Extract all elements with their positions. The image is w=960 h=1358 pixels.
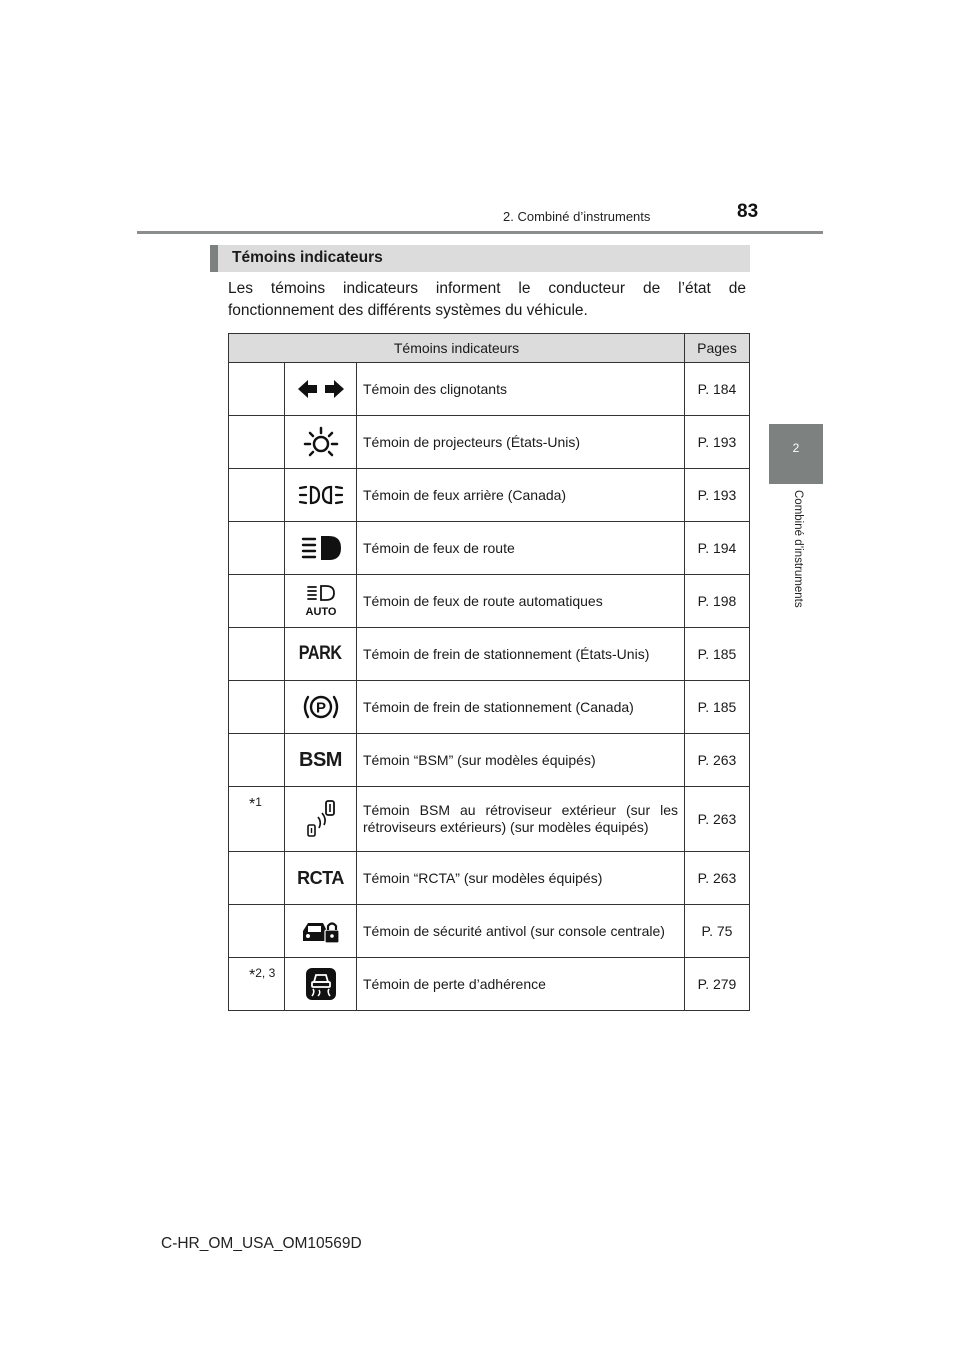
rcta-text-icon: RCTA <box>297 867 344 888</box>
table-row <box>229 575 750 628</box>
description-cell: Témoin de perte d’adhérence <box>357 958 685 1011</box>
page-reference: P. 184 <box>685 363 750 416</box>
high-beam-icon <box>299 534 343 562</box>
intro-paragraph: Les témoins indicateurs informent le conducteur de l’état de fonctionnement des différents systèmes du véhicule. <box>228 280 746 319</box>
note-cell <box>229 734 285 787</box>
icon-cell <box>285 852 357 905</box>
description-cell: Témoin de feux de route automatiques <box>357 575 685 628</box>
page-reference: P. 263 <box>685 852 750 905</box>
note-cell <box>229 958 285 1011</box>
footnote-marker: *1 <box>249 795 262 813</box>
description-cell: Témoin de projecteurs (États-Unis) <box>357 416 685 469</box>
description-cell: Témoin de feux arrière (Canada) <box>357 469 685 522</box>
table-row <box>229 363 750 416</box>
tail-light-icon <box>297 482 345 508</box>
note-cell <box>229 787 285 852</box>
table-row <box>229 852 750 905</box>
note-cell <box>229 363 285 416</box>
chapter-tab <box>769 424 823 484</box>
section-header <box>210 245 750 272</box>
table-row <box>229 469 750 522</box>
icon-cell <box>285 469 357 522</box>
icon-cell <box>285 575 357 628</box>
page-reference: P. 198 <box>685 575 750 628</box>
table-row <box>229 734 750 787</box>
security-lock-icon <box>301 917 341 945</box>
header-rule <box>137 231 823 234</box>
headlight-sun-icon <box>303 424 339 460</box>
icon-cell <box>285 905 357 958</box>
note-cell <box>229 416 285 469</box>
footnote-marker: *2, 3 <box>249 966 276 984</box>
page-reference: P. 193 <box>685 416 750 469</box>
page-reference: P. 185 <box>685 681 750 734</box>
table-row <box>229 787 750 852</box>
note-cell <box>229 628 285 681</box>
column-header-indicators: Témoins indicateurs <box>229 334 685 363</box>
note-cell <box>229 522 285 575</box>
bsm-text-icon: BSM <box>299 748 342 771</box>
header-section-title: 2. Combiné d’instruments <box>503 209 651 224</box>
indicators-table <box>228 333 750 1011</box>
description-cell: Témoin de feux de route <box>357 522 685 575</box>
note-cell <box>229 852 285 905</box>
column-header-pages: Pages <box>685 334 750 363</box>
page-reference: P. 193 <box>685 469 750 522</box>
icon-cell <box>285 681 357 734</box>
chapter-side-label: Combiné d’instruments <box>792 490 804 608</box>
footnote-number: 2, 3 <box>255 966 276 980</box>
note-cell <box>229 681 285 734</box>
description-cell: Témoin de frein de stationnement (États-Unis) <box>357 628 685 681</box>
icon-cell <box>285 628 357 681</box>
description-cell: Témoin des clignotants <box>357 363 685 416</box>
auto-high-beam-icon <box>301 584 341 618</box>
page-number: 83 <box>737 201 759 222</box>
auto-label: AUTO <box>305 606 336 618</box>
table-row <box>229 905 750 958</box>
table-row <box>229 628 750 681</box>
icon-cell <box>285 734 357 787</box>
table-row <box>229 522 750 575</box>
icon-cell <box>285 522 357 575</box>
table-row <box>229 416 750 469</box>
document-code: C-HR_OM_USA_OM10569D <box>161 1235 362 1252</box>
footnote-number: 1 <box>255 795 262 809</box>
icon-cell <box>285 416 357 469</box>
note-cell <box>229 575 285 628</box>
slip-indicator-icon <box>305 967 337 1001</box>
section-title: Témoins indicateurs <box>232 249 383 266</box>
page-reference: P. 185 <box>685 628 750 681</box>
page-reference: P. 263 <box>685 787 750 852</box>
description-cell: Témoin “BSM” (sur modèles équipés) <box>357 734 685 787</box>
chapter-number: 2 <box>792 441 800 455</box>
table-header-row <box>229 334 750 363</box>
table-row <box>229 958 750 1011</box>
page-reference: P. 75 <box>685 905 750 958</box>
icon-cell <box>285 363 357 416</box>
table-row <box>229 681 750 734</box>
park-text-icon: PARK <box>299 643 342 664</box>
note-cell <box>229 469 285 522</box>
description-cell: Témoin de frein de stationnement (Canada) <box>357 681 685 734</box>
bsm-mirror-icon <box>304 799 338 839</box>
turn-signal-arrows-icon <box>296 377 346 401</box>
page-reference: P. 194 <box>685 522 750 575</box>
description-cell: Témoin “RCTA” (sur modèles équipés) <box>357 852 685 905</box>
description-cell: Témoin BSM au rétroviseur extérieur (sur les rétroviseurs extérieurs) (sur modèles équipés) <box>357 787 685 852</box>
icon-cell <box>285 958 357 1011</box>
note-cell <box>229 905 285 958</box>
parking-brake-letter: P <box>315 699 326 717</box>
icon-cell <box>285 787 357 852</box>
page-reference: P. 263 <box>685 734 750 787</box>
description-cell: Témoin de sécurité antivol (sur console centrale) <box>357 905 685 958</box>
page-reference: P. 279 <box>685 958 750 1011</box>
parking-brake-circle-icon <box>300 691 342 723</box>
